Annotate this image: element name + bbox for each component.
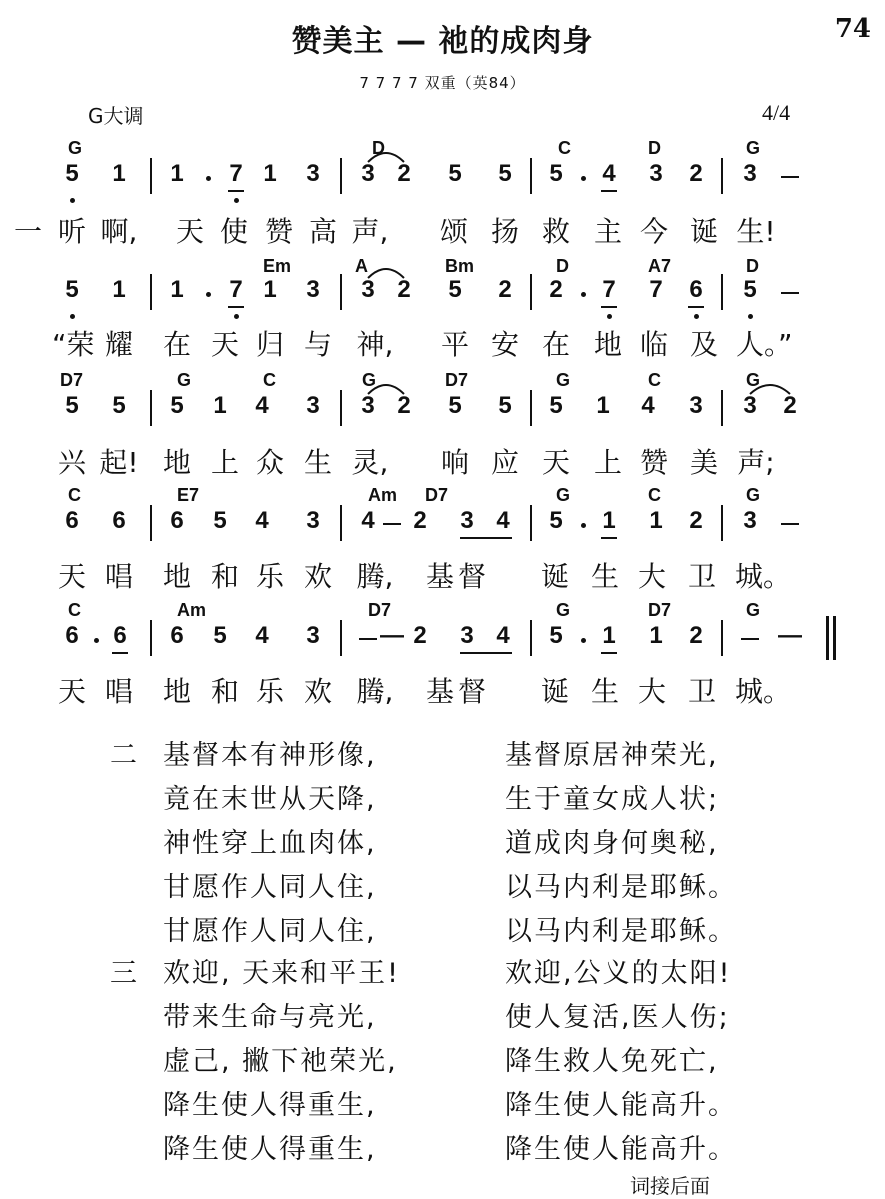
dot-symbol [193, 160, 223, 188]
chord-symbol: A7 [648, 256, 672, 276]
lyric-char: 卫 [687, 560, 716, 593]
lyric-char: 乐 [255, 675, 284, 708]
note-digit: 1 [213, 392, 227, 419]
dash-symbol [735, 622, 765, 650]
note-digit: 5 [498, 392, 512, 419]
bar-line [150, 158, 152, 194]
note-digit: 1 [596, 392, 610, 419]
note-digit: 4 [255, 507, 269, 534]
verse-line-right: 降生救人免死亡, [505, 1046, 719, 1077]
chord-symbol: A [355, 256, 368, 276]
lyric-char: 督 [457, 675, 486, 708]
dot-symbol [193, 276, 223, 304]
octave-dot-below [70, 314, 75, 319]
slur-arc [363, 264, 409, 280]
note-digit: 5 [498, 160, 512, 187]
note-digit: 5 [448, 392, 462, 419]
note-digit: 7 [649, 276, 663, 303]
chord-symbol: D [746, 256, 759, 276]
note-digit: 1 [649, 622, 663, 649]
note-digit: 5 [743, 276, 757, 303]
chord-symbol: D7 [648, 600, 672, 620]
verse-line-left: 神性穿上血肉体, [163, 828, 377, 859]
chord-symbol: D7 [425, 485, 449, 505]
verse-line-right: 降生使人能高升。 [505, 1134, 737, 1165]
note-digit: 3 [743, 392, 757, 419]
bar-line [340, 620, 342, 656]
dash-symbol [775, 276, 805, 304]
note-digit: 5 [549, 622, 563, 649]
lyric-char: 诞 [540, 560, 569, 593]
note-digit: 6 [113, 622, 127, 649]
note-digit: 4 [496, 622, 510, 649]
lyric-char: 和 [210, 675, 239, 708]
note-digit: 3 [460, 622, 474, 649]
note-digit: 3 [306, 622, 320, 649]
note-digit: 5 [448, 160, 462, 187]
lyric-char: 听 [57, 215, 86, 248]
underline [601, 306, 617, 308]
lyric-char: 天 [175, 215, 204, 248]
lyric-char: 兴 [57, 446, 86, 479]
verse-line-left: 欢迎, 天来和平王! [163, 958, 400, 989]
verse-line-left: 甘愿作人同人住, [163, 916, 377, 947]
lyric-char: 人。” [736, 328, 793, 361]
lyric-char: 卫 [687, 675, 716, 708]
note-digit: 5 [213, 507, 227, 534]
note-digit: 1 [602, 622, 616, 649]
key-label: G大调 [88, 104, 144, 128]
lyric-char: 和 [210, 560, 239, 593]
lyric-char: 诞 [540, 675, 569, 708]
note-digit: 2 [397, 392, 411, 419]
underline [601, 190, 617, 192]
bar-line [340, 274, 342, 310]
note-digit: 2 [498, 276, 512, 303]
note-digit: 2 [689, 622, 703, 649]
note-digit: 2 [413, 622, 427, 649]
note-digit: 6 [65, 507, 79, 534]
bar-line [340, 390, 342, 426]
chord-symbol: G [177, 370, 192, 390]
bar-line [721, 390, 723, 426]
lyric-char: 赞 [639, 446, 668, 479]
note-digit: 6 [170, 622, 184, 649]
lyric-char: 大 [637, 560, 666, 593]
lyric-char: 主 [593, 215, 622, 248]
lyric-char: 城。 [735, 675, 792, 708]
bar-line [530, 274, 532, 310]
octave-dot-below [234, 314, 239, 319]
note-digit: 3 [361, 392, 375, 419]
note-digit: 1 [649, 507, 663, 534]
note-digit: 1 [602, 507, 616, 534]
underline [601, 537, 617, 539]
lyric-char: 归 [255, 328, 284, 361]
verse-number: 三 [110, 958, 139, 989]
lyric-char: 欢 [303, 675, 332, 708]
note-digit: 6 [112, 507, 126, 534]
lyric-char: 啊, [100, 215, 138, 248]
underline [601, 652, 617, 654]
lyric-char: 安 [490, 328, 519, 361]
note-digit: 2 [413, 507, 427, 534]
verse-line-right: 生于童女成人状; [505, 784, 720, 815]
note-digit: 6 [170, 507, 184, 534]
note-digit: 3 [649, 160, 663, 187]
bar-line [150, 620, 152, 656]
chord-symbol: G [746, 138, 761, 158]
lyric-char: 灵, [351, 446, 389, 479]
lyric-char: 天 [541, 446, 570, 479]
verse-line-left: 降生使人得重生, [163, 1090, 377, 1121]
verse-line-left: 降生使人得重生, [163, 1134, 377, 1165]
bar-line [340, 505, 342, 541]
lyric-char: 临 [639, 328, 668, 361]
verse-line-left: 基督本有神形像, [163, 740, 377, 771]
final-bar-thin [826, 616, 829, 660]
hymn-title: 赞美主 — 祂的成肉身 [291, 24, 594, 59]
lyric-char: 赞 [264, 215, 293, 248]
chord-symbol: C [558, 138, 571, 158]
verse-line-left: 带来生命与亮光, [163, 1002, 377, 1033]
lyric-char: 应 [490, 446, 519, 479]
note-digit: 1 [170, 160, 184, 187]
chord-symbol: D7 [368, 600, 392, 620]
lyric-char: 众 [255, 446, 284, 479]
note-digit: 5 [549, 392, 563, 419]
lyric-char: “荣 [52, 328, 95, 361]
chord-symbol: Am [177, 600, 207, 620]
octave-dot-below [234, 198, 239, 203]
octave-dot-below [748, 314, 753, 319]
note-digit: 1 [112, 276, 126, 303]
bar-line [150, 274, 152, 310]
chord-symbol: G [362, 370, 377, 390]
chord-symbol: G [746, 600, 761, 620]
chord-symbol: Bm [445, 256, 475, 276]
lyric-char: 平 [440, 328, 469, 361]
octave-dot-below [607, 314, 612, 319]
lyric-char: 上 [210, 446, 239, 479]
note-digit: 5 [112, 392, 126, 419]
verse-number: 二 [110, 740, 139, 771]
lyric-char: 城。 [735, 560, 792, 593]
lyric-char: 腾, [356, 675, 394, 708]
lyric-char: 高 [308, 215, 337, 248]
lyric-char: 使 [219, 215, 248, 248]
lyric-char: 天 [210, 328, 239, 361]
lyric-char: 地 [162, 446, 191, 479]
verse-line-right: 以马内利是耶稣。 [505, 916, 737, 947]
slur-arc [745, 380, 795, 396]
chord-symbol: C [68, 600, 81, 620]
lyric-char: 天 [57, 675, 86, 708]
lyric-char: 上 [593, 446, 622, 479]
lyric-char: 督 [457, 560, 486, 593]
chord-symbol: G [556, 485, 571, 505]
lyric-char: 基 [425, 675, 454, 708]
note-digit: 5 [170, 392, 184, 419]
lyric-char: 基 [425, 560, 454, 593]
note-digit: 2 [783, 392, 797, 419]
bar-line [530, 158, 532, 194]
chord-symbol: G [746, 485, 761, 505]
bar-line [150, 505, 152, 541]
page-number: 74 [834, 14, 871, 44]
slur-arc [363, 148, 409, 164]
final-bar-thick [833, 616, 836, 660]
verse-line-right: 降生使人能高升。 [505, 1090, 737, 1121]
note-digit: 5 [549, 507, 563, 534]
lyric-char: 生! [736, 215, 776, 248]
chord-symbol: Em [263, 256, 292, 276]
lyric-char: 乐 [255, 560, 284, 593]
lyric-char: 在 [541, 328, 570, 361]
chord-symbol: D [556, 256, 569, 276]
lyric-char: 天 [57, 560, 86, 593]
verse-line-right: 欢迎,公义的太阳! [505, 958, 732, 989]
lyric-char: 在 [162, 328, 191, 361]
chord-symbol: D [372, 138, 385, 158]
chord-symbol: E7 [177, 485, 200, 505]
lyric-char: 响 [440, 446, 469, 479]
note-digit: 5 [65, 160, 79, 187]
lyric-char: 地 [593, 328, 622, 361]
lyric-char: 美 [689, 446, 718, 479]
lyric-char: 声; [737, 446, 775, 479]
verse-line-left: 竟在末世从天降, [163, 784, 377, 815]
note-digit: 1 [170, 276, 184, 303]
note-digit: 1 [263, 160, 277, 187]
lyric-char: 神, [356, 328, 394, 361]
lyric-char: 一 [13, 215, 42, 248]
note-digit: 7 [229, 276, 243, 303]
slur-arc [363, 380, 409, 396]
note-digit: 3 [743, 160, 757, 187]
verse-line-left: 甘愿作人同人住, [163, 872, 377, 903]
lyric-char: 与 [303, 328, 332, 361]
note-digit: 5 [448, 276, 462, 303]
underline [228, 190, 244, 192]
bar-line [721, 505, 723, 541]
verse-line-left: 虚己, 撇下祂荣光, [163, 1046, 398, 1077]
bar-line [530, 505, 532, 541]
chord-symbol: C [648, 485, 661, 505]
note-digit: 4 [641, 392, 655, 419]
note-digit: 7 [602, 276, 616, 303]
note-digit: 3 [361, 276, 375, 303]
note-digit: 3 [306, 392, 320, 419]
note-digit: 5 [65, 392, 79, 419]
double-underline [460, 652, 512, 654]
note-digit: 2 [549, 276, 563, 303]
bar-line [721, 620, 723, 656]
lyric-char: 唱 [104, 560, 133, 593]
note-digit: 3 [306, 276, 320, 303]
dash-symbol [775, 507, 805, 535]
lyric-char: 生 [590, 675, 619, 708]
dash-symbol [775, 160, 805, 188]
chord-symbol: D7 [445, 370, 469, 390]
note-digit: 5 [549, 160, 563, 187]
lyric-char: 诞 [689, 215, 718, 248]
note-digit: 1 [112, 160, 126, 187]
chord-symbol: G [746, 370, 761, 390]
chord-symbol: D7 [60, 370, 84, 390]
lyric-char: 唱 [104, 675, 133, 708]
chord-symbol: C [263, 370, 276, 390]
note-digit: 3 [460, 507, 474, 534]
note-digit: 2 [689, 507, 703, 534]
octave-dot-below [694, 314, 699, 319]
note-digit: 2 [689, 160, 703, 187]
note-digit: 1 [263, 276, 277, 303]
lyric-char: 扬 [490, 215, 519, 248]
note-digit: 2 [397, 276, 411, 303]
note-digit: 5 [213, 622, 227, 649]
lyric-char: 耀 [104, 328, 133, 361]
note-digit: 3 [743, 507, 757, 534]
chord-symbol: Am [368, 485, 398, 505]
underline [112, 652, 128, 654]
time-signature: 4/4 [762, 100, 791, 125]
verse-line-right: 使人复活,医人伤; [505, 1002, 730, 1033]
lyric-char: 地 [162, 675, 191, 708]
note-digit: 4 [602, 160, 616, 187]
note-digit: 4 [255, 622, 269, 649]
note-digit: 6 [689, 276, 703, 303]
note-digit: 3 [689, 392, 703, 419]
underline [688, 306, 704, 308]
note-digit: 6 [65, 622, 79, 649]
note-digit: — [380, 622, 404, 649]
bar-line [721, 158, 723, 194]
lyric-char: 生 [590, 560, 619, 593]
chord-symbol: C [648, 370, 661, 390]
lyric-char: 大 [637, 675, 666, 708]
note-digit: 3 [306, 160, 320, 187]
chord-symbol: D [648, 138, 661, 158]
chord-symbol: G [68, 138, 83, 158]
lyric-char: 起! [99, 446, 139, 479]
lyric-char: 今 [639, 215, 668, 248]
underline [228, 306, 244, 308]
lyric-char: 及 [689, 328, 718, 361]
verse-line-right: 道成肉身何奥秘, [505, 828, 719, 859]
meter-label: 7 7 7 7 双重（英84） [359, 74, 526, 92]
continued-note: 词接后面 [630, 1174, 710, 1198]
dash-symbol [377, 507, 407, 535]
note-digit: 2 [397, 160, 411, 187]
lyric-char: 声, [351, 215, 389, 248]
lyric-char: 救 [541, 215, 570, 248]
chord-symbol: G [556, 370, 571, 390]
chord-symbol: C [68, 485, 81, 505]
bar-line [530, 620, 532, 656]
octave-dot-below [70, 198, 75, 203]
bar-line [530, 390, 532, 426]
note-digit: 7 [229, 160, 243, 187]
note-digit: 4 [361, 507, 375, 534]
note-digit: 5 [65, 276, 79, 303]
lyric-char: 地 [162, 560, 191, 593]
bar-line [150, 390, 152, 426]
bar-line [340, 158, 342, 194]
lyric-char: 生 [303, 446, 332, 479]
lyric-char: 颂 [439, 215, 468, 248]
double-underline [460, 537, 512, 539]
note-digit: 3 [306, 507, 320, 534]
note-digit: — [778, 622, 802, 649]
bar-line [721, 274, 723, 310]
lyric-char: 腾, [356, 560, 394, 593]
chord-symbol: G [556, 600, 571, 620]
verse-line-right: 基督原居神荣光, [505, 740, 719, 771]
verse-line-right: 以马内利是耶稣。 [505, 872, 737, 903]
note-digit: 4 [496, 507, 510, 534]
lyric-char: 欢 [303, 560, 332, 593]
note-digit: 4 [255, 392, 269, 419]
note-digit: 3 [361, 160, 375, 187]
